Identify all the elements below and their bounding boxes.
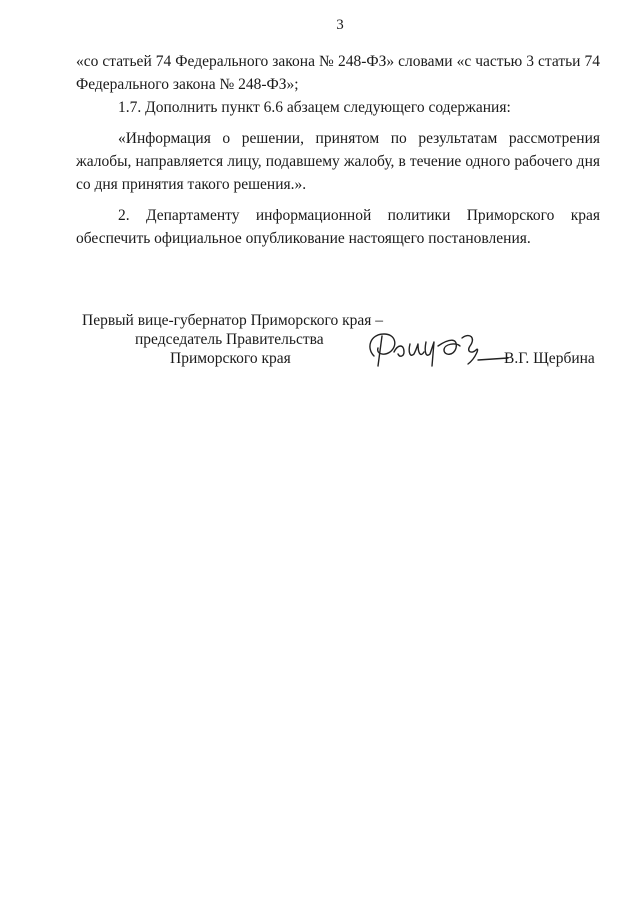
signatory-title-line-1: Первый вице-губернатор Приморского края – — [82, 312, 384, 329]
signatory-title-line-3: Приморского края — [170, 350, 291, 367]
quoted-paragraph-line-1: «Информация о решении, принятом по результатам рассмотрения — [118, 130, 600, 147]
item-2-line-1: 2. Департаменту информационной политики Приморского края — [118, 207, 600, 224]
handwritten-signature — [360, 322, 510, 374]
item-1-7-heading: 1.7. Дополнить пункт 6.6 абзацем следующего содержания: — [118, 99, 511, 116]
signatory-name: В.Г. Щербина — [504, 350, 595, 367]
quoted-paragraph-line-3: со дня принятия такого решения.». — [76, 176, 307, 193]
quoted-paragraph-line-2: жалобы, направляется лицу, подавшему жалобу, в течение одного рабочего дня — [76, 153, 600, 170]
signatory-title-line-2: председатель Правительства — [135, 331, 324, 348]
body-line-1: «со статьей 74 Федерального закона № 248-ФЗ» словами «с частью 3 статьи 74 — [76, 53, 600, 70]
page-number: 3 — [336, 17, 344, 33]
body-line-2: Федерального закона № 248-ФЗ»; — [76, 76, 299, 93]
item-2-line-2: обеспечить официальное опубликование настоящего постановления. — [76, 230, 531, 247]
